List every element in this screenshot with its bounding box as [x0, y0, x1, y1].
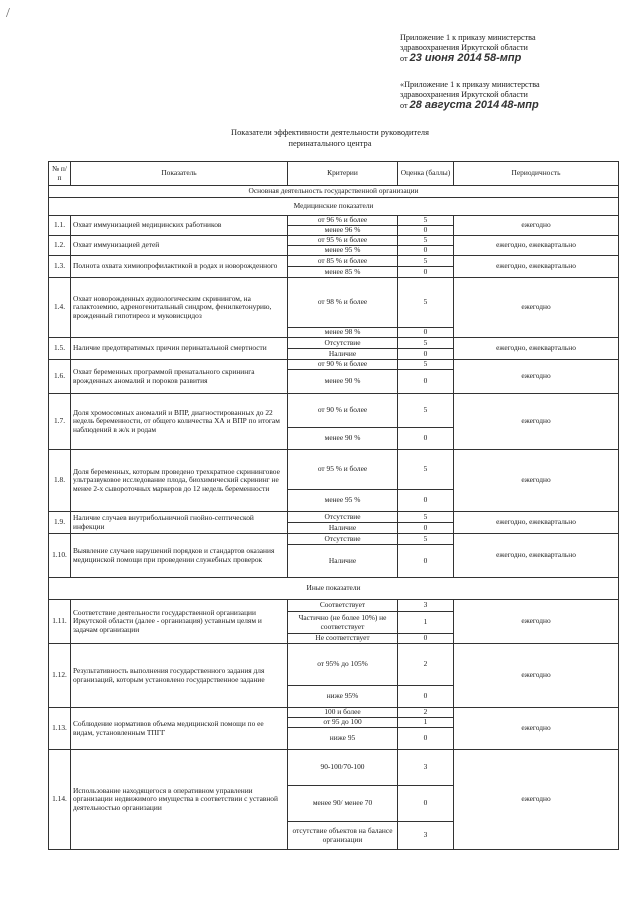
- row-score: 5: [398, 338, 454, 349]
- row-criterion: Отсутствие: [288, 338, 398, 349]
- table-row: [49, 512, 619, 523]
- row-criterion: от 96 % и более: [288, 216, 398, 226]
- row-criterion: менее 90 %: [288, 428, 398, 450]
- row-criterion: от 95 % и более: [288, 236, 398, 246]
- row-indicator: Выявление случаев нарушений порядков и стандартов оказания медицинской помощи при проведении служебных проверок: [71, 534, 288, 578]
- row-number: 1.13.: [49, 708, 71, 750]
- row-indicator: Охват иммунизацией детей: [71, 236, 288, 256]
- row-criterion: Наличие: [288, 349, 398, 360]
- row-period: ежегодно: [454, 278, 619, 338]
- row-score: 2: [398, 708, 454, 718]
- row-score: 5: [398, 278, 454, 328]
- order-header-1-date-signature: 23 июня 2014: [409, 52, 482, 64]
- row-indicator: Наличие предотвратимых причин перинатальной смертности: [71, 338, 288, 360]
- order-header-1-line2: здравоохранения Иркутской области: [400, 43, 528, 52]
- row-score: 0: [398, 267, 454, 278]
- subsection-other: Иные показатели: [49, 578, 619, 600]
- table-row: [49, 600, 619, 612]
- row-criterion: менее 95 %: [288, 246, 398, 256]
- row-criterion: менее 96 %: [288, 226, 398, 236]
- row-period: ежегодно: [454, 600, 619, 644]
- row-score: 0: [398, 370, 454, 394]
- table-row: [49, 278, 619, 328]
- document-title: [170, 128, 490, 149]
- row-score: 0: [398, 490, 454, 512]
- order-header-2-date-signature: 28 августа 2014: [409, 99, 500, 111]
- row-indicator: Наличие случаев внутрибольничной гнойно-септической инфекции: [71, 512, 288, 534]
- order-header-1-number-signature: 58-мпр: [483, 52, 522, 64]
- section-main-activity: Основная деятельность государственной организации: [49, 186, 619, 198]
- row-score: 0: [398, 428, 454, 450]
- row-score: 5: [398, 534, 454, 545]
- row-criterion: 100 и более: [288, 708, 398, 718]
- table-row: [49, 750, 619, 786]
- row-number: 1.2.: [49, 236, 71, 256]
- row-score: 0: [398, 634, 454, 644]
- row-period: ежегодно: [454, 216, 619, 236]
- row-period: ежегодно, ежеквартально: [454, 338, 619, 360]
- table-row: [49, 450, 619, 490]
- row-criterion: менее 95 %: [288, 490, 398, 512]
- row-criterion: Наличие: [288, 523, 398, 534]
- row-indicator: Полнота охвата химиопрофилактикой в родах и новорожденного: [71, 256, 288, 278]
- row-period: ежегодно, ежеквартально: [454, 512, 619, 534]
- row-criterion: ниже 95%: [288, 686, 398, 708]
- row-criterion: 90-100/70-100: [288, 750, 398, 786]
- row-score: 3: [398, 600, 454, 612]
- row-score: 5: [398, 360, 454, 370]
- document-title-line2: перинатального центра: [288, 138, 372, 148]
- row-criterion: Не соответствует: [288, 634, 398, 644]
- row-indicator: Охват беременных программой пренатального скрининга врожденных аномалий и пороков развития: [71, 360, 288, 394]
- row-number: 1.12.: [49, 644, 71, 708]
- table-row: [49, 394, 619, 428]
- order-header-2-date-line: [400, 100, 632, 111]
- subsection-row: [49, 198, 619, 216]
- table-row: [49, 644, 619, 686]
- table-row: [49, 256, 619, 267]
- row-criterion: менее 85 %: [288, 267, 398, 278]
- row-score: 3: [398, 822, 454, 850]
- row-criterion: отсутствие объектов на балансе организации: [288, 822, 398, 850]
- indicators-table: [48, 161, 619, 850]
- order-header-2-number-signature: 48-мпр: [501, 99, 539, 111]
- row-criterion: от 98 % и более: [288, 278, 398, 328]
- row-score: 0: [398, 686, 454, 708]
- row-criterion: Наличие: [288, 545, 398, 578]
- row-number: 1.14.: [49, 750, 71, 850]
- row-period: ежегодно, ежеквартально: [454, 236, 619, 256]
- row-criterion: Частично (не более 10%) не соответствует: [288, 612, 398, 634]
- row-score: 5: [398, 394, 454, 428]
- order-header-2-line2: здравоохранения Иркутской области: [400, 90, 528, 99]
- row-score: 0: [398, 545, 454, 578]
- order-header-2: [400, 80, 632, 111]
- row-criterion: от 90 % и более: [288, 360, 398, 370]
- col-header-period: Периодичность: [454, 162, 619, 186]
- col-header-indicator: Показатель: [71, 162, 288, 186]
- row-score: 0: [398, 349, 454, 360]
- row-indicator: Использование находящегося в оперативном управлении организации недвижимого имущества в соответствии с уставной деятельностью организации: [71, 750, 288, 850]
- row-criterion: от 95% до 105%: [288, 644, 398, 686]
- row-period: ежегодно: [454, 750, 619, 850]
- col-header-score: Оценка (баллы): [398, 162, 454, 186]
- row-criterion: от 85 % и более: [288, 256, 398, 267]
- subsection-medical: Медицинские показатели: [49, 198, 619, 216]
- row-score: 0: [398, 328, 454, 338]
- row-indicator: Доля беременных, которым проведено трехкратное скрининговое ультразвуковое исследование плода, биохимический скрининг не менее 2-х сывороточных маркеров до 12 недель беременности: [71, 450, 288, 512]
- table-row: [49, 216, 619, 226]
- row-indicator: Соответствие деятельности государственной организации Иркутской области (далее - организация) уставным целям и задачам организации: [71, 600, 288, 644]
- row-criterion: ниже 95: [288, 728, 398, 750]
- section-row: [49, 186, 619, 198]
- row-number: 1.7.: [49, 394, 71, 450]
- row-score: 0: [398, 786, 454, 822]
- row-number: 1.10.: [49, 534, 71, 578]
- row-indicator: Результативность выполнения государственного задания для организаций, которым установлено государственное задание: [71, 644, 288, 708]
- margin-mark: /: [6, 6, 10, 21]
- table-row: [49, 708, 619, 718]
- table-header-row: [49, 162, 619, 186]
- order-header-2-prefix: от: [400, 101, 408, 110]
- row-indicator: Охват иммунизацией медицинских работников: [71, 216, 288, 236]
- row-indicator: Соблюдение нормативов объема медицинской помощи по ее видам, установленным ТПГГ: [71, 708, 288, 750]
- row-score: 2: [398, 644, 454, 686]
- row-criterion: менее 98 %: [288, 328, 398, 338]
- row-indicator: Охват новорожденных аудиологическим скринингом, на галактоземию, адреногенитальный синдром, фенилкетонурию, врожденный гипотиреоз и муковисцидоз: [71, 278, 288, 338]
- row-period: ежегодно, ежеквартально: [454, 534, 619, 578]
- row-number: 1.11.: [49, 600, 71, 644]
- row-criterion: Отсутствие: [288, 512, 398, 523]
- table-row: [49, 236, 619, 246]
- row-score: 5: [398, 216, 454, 226]
- table-row: [49, 360, 619, 370]
- row-number: 1.1.: [49, 216, 71, 236]
- row-period: ежегодно: [454, 360, 619, 394]
- row-criterion: менее 90 %: [288, 370, 398, 394]
- row-number: 1.3.: [49, 256, 71, 278]
- order-header-1-date-line: [400, 53, 632, 64]
- row-period: ежегодно: [454, 644, 619, 708]
- order-header-1-prefix: от: [400, 54, 408, 63]
- row-number: 1.9.: [49, 512, 71, 534]
- order-header-2-line1: «Приложение 1 к приказу министерства: [400, 80, 540, 89]
- col-header-criteria: Критерии: [288, 162, 398, 186]
- row-criterion: Соответствует: [288, 600, 398, 612]
- row-score: 5: [398, 450, 454, 490]
- row-number: 1.8.: [49, 450, 71, 512]
- row-number: 1.5.: [49, 338, 71, 360]
- row-criterion: менее 90/ менее 70: [288, 786, 398, 822]
- row-score: 0: [398, 523, 454, 534]
- row-period: ежегодно, ежеквартально: [454, 256, 619, 278]
- row-score: 5: [398, 256, 454, 267]
- row-number: 1.4.: [49, 278, 71, 338]
- row-score: 3: [398, 750, 454, 786]
- row-score: 1: [398, 612, 454, 634]
- row-score: 5: [398, 236, 454, 246]
- order-header-1: [400, 33, 632, 64]
- row-score: 0: [398, 246, 454, 256]
- table-row: [49, 534, 619, 545]
- row-indicator: Доля хромосомных аномалий и ВПР, диагностированных до 22 недель беременности, от общего количества ХА и ВПР по итогам наблюдений в ж/к и родам: [71, 394, 288, 450]
- row-criterion: от 95 до 100: [288, 718, 398, 728]
- row-criterion: Отсутствие: [288, 534, 398, 545]
- row-score: 0: [398, 728, 454, 750]
- row-score: 5: [398, 512, 454, 523]
- row-score: 1: [398, 718, 454, 728]
- row-number: 1.6.: [49, 360, 71, 394]
- row-criterion: от 90 % и более: [288, 394, 398, 428]
- row-period: ежегодно: [454, 708, 619, 750]
- table-row: [49, 338, 619, 349]
- row-score: 0: [398, 226, 454, 236]
- row-criterion: от 95 % и более: [288, 450, 398, 490]
- col-header-number: № п/п: [49, 162, 71, 186]
- order-header-1-line1: Приложение 1 к приказу министерства: [400, 33, 536, 42]
- subsection-row: [49, 578, 619, 600]
- row-period: ежегодно: [454, 450, 619, 512]
- document-title-line1: Показатели эффективности деятельности руководителя: [231, 128, 429, 137]
- row-period: ежегодно: [454, 394, 619, 450]
